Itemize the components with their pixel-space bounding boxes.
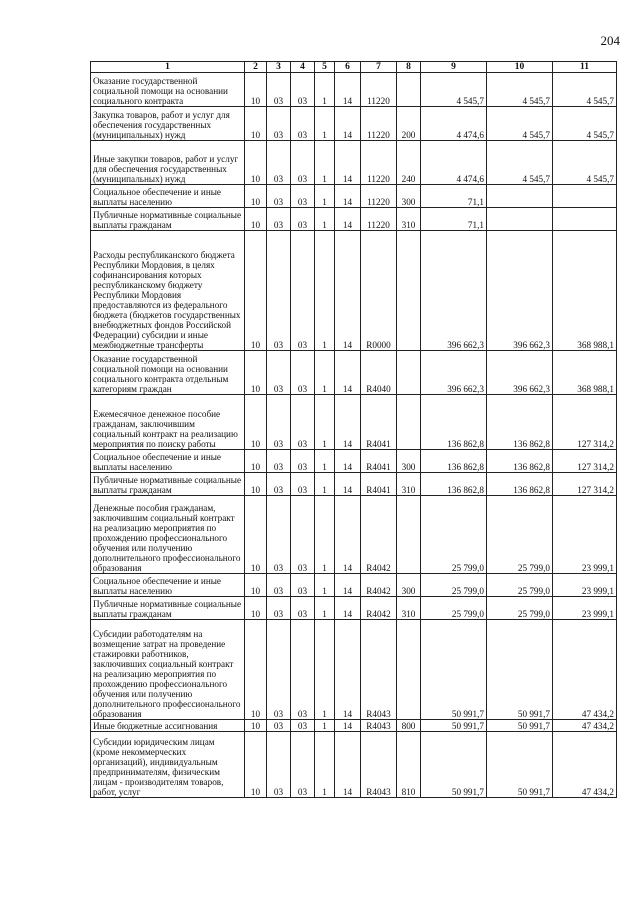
expense-type-code: 310	[397, 473, 421, 496]
column-header-6: 6	[335, 62, 361, 73]
column-header-9: 9	[421, 62, 487, 73]
program-code: 03	[291, 73, 315, 107]
row-name: Денежные пособия гражданам, заключившим социальный контракт на реализацию мероприятия по прохождению профессионального обучения или получению дополнительного профессионального образования	[91, 496, 245, 574]
column-header-4: 4	[291, 62, 315, 73]
expense-type-code: 310	[397, 597, 421, 620]
amount-col-10: 25 799,0	[487, 597, 553, 620]
event-code: 14	[335, 473, 361, 496]
section-code: 10	[245, 496, 267, 574]
amount-col-10: 4 545,7	[487, 141, 553, 185]
amount-col-9: 71,1	[421, 185, 487, 208]
amount-col-11: 127 314,2	[553, 473, 617, 496]
column-header-7: 7	[361, 62, 397, 73]
expense-type-code	[397, 73, 421, 107]
expense-type-code: 240	[397, 141, 421, 185]
amount-col-10: 136 862,8	[487, 473, 553, 496]
event-code: 14	[335, 720, 361, 732]
event-code: 14	[335, 141, 361, 185]
section-code: 10	[245, 107, 267, 141]
program-code: 03	[291, 720, 315, 732]
amount-col-10: 136 862,8	[487, 395, 553, 450]
target-article-code: 11220	[361, 185, 397, 208]
amount-col-9: 25 799,0	[421, 574, 487, 597]
row-name: Социальное обеспечение и иные выплаты населению	[91, 450, 245, 473]
program-code: 03	[291, 496, 315, 574]
row-name: Публичные нормативные социальные выплаты гражданам	[91, 208, 245, 231]
program-code: 03	[291, 185, 315, 208]
section-code: 10	[245, 597, 267, 620]
table-body	[91, 73, 617, 798]
amount-col-11: 47 434,2	[553, 720, 617, 732]
table-row	[91, 107, 617, 141]
row-name: Иные закупки товаров, работ и услуг для обеспечения государственных (муниципальных) нужд	[91, 141, 245, 185]
amount-col-11: 23 999,1	[553, 597, 617, 620]
subprogram-code: 1	[315, 574, 335, 597]
table-row	[91, 450, 617, 473]
subsection-code: 03	[267, 351, 291, 395]
target-article-code: R4041	[361, 473, 397, 496]
expense-type-code	[397, 231, 421, 351]
amount-col-9: 50 991,7	[421, 732, 487, 798]
amount-col-9: 4 545,7	[421, 73, 487, 107]
amount-col-9: 25 799,0	[421, 496, 487, 574]
budget-table	[90, 61, 617, 798]
target-article-code: R0000	[361, 231, 397, 351]
amount-col-10	[487, 185, 553, 208]
target-article-code: 11220	[361, 208, 397, 231]
amount-col-9: 396 662,3	[421, 351, 487, 395]
expense-type-code	[397, 395, 421, 450]
event-code: 14	[335, 395, 361, 450]
table-row	[91, 597, 617, 620]
row-name: Социальное обеспечение и иные выплаты населению	[91, 574, 245, 597]
amount-col-10: 50 991,7	[487, 720, 553, 732]
subprogram-code: 1	[315, 473, 335, 496]
table-row	[91, 73, 617, 107]
row-name: Социальное обеспечение и иные выплаты населению	[91, 185, 245, 208]
event-code: 14	[335, 597, 361, 620]
subsection-code: 03	[267, 395, 291, 450]
row-name: Расходы республиканского бюджета Республики Мордовия, в целях софинансирования которых республиканскому бюджету Республики Мордовия предоставляются из федерального бюджета (бюджетов государственных внебюджетных фондов Российской Федерации) субсидии и иные межбюджетные трансферты	[91, 231, 245, 351]
section-code: 10	[245, 231, 267, 351]
row-name: Иные бюджетные ассигнования	[91, 720, 245, 732]
subsection-code: 03	[267, 574, 291, 597]
table-row	[91, 732, 617, 798]
program-code: 03	[291, 574, 315, 597]
event-code: 14	[335, 574, 361, 597]
event-code: 14	[335, 496, 361, 574]
expense-type-code: 800	[397, 720, 421, 732]
event-code: 14	[335, 73, 361, 107]
section-code: 10	[245, 351, 267, 395]
table-row	[91, 208, 617, 231]
section-code: 10	[245, 208, 267, 231]
target-article-code: R4040	[361, 351, 397, 395]
section-code: 10	[245, 141, 267, 185]
subsection-code: 03	[267, 720, 291, 732]
target-article-code: R4042	[361, 574, 397, 597]
section-code: 10	[245, 620, 267, 720]
table-row	[91, 473, 617, 496]
amount-col-10: 25 799,0	[487, 574, 553, 597]
target-article-code: R4041	[361, 450, 397, 473]
subsection-code: 03	[267, 496, 291, 574]
target-article-code: R4042	[361, 597, 397, 620]
program-code: 03	[291, 107, 315, 141]
target-article-code: 11220	[361, 73, 397, 107]
section-code: 10	[245, 720, 267, 732]
subprogram-code: 1	[315, 720, 335, 732]
program-code: 03	[291, 351, 315, 395]
program-code: 03	[291, 395, 315, 450]
target-article-code: R4043	[361, 732, 397, 798]
amount-col-11: 368 988,1	[553, 231, 617, 351]
column-header-5: 5	[315, 62, 335, 73]
event-code: 14	[335, 351, 361, 395]
expense-type-code: 300	[397, 185, 421, 208]
amount-col-11: 47 434,2	[553, 732, 617, 798]
subsection-code: 03	[267, 473, 291, 496]
row-name: Субсидии юридическим лицам (кроме некоммерческих организаций), индивидуальным предпринимателям, физическим лицам - производителям товаров, работ, услуг	[91, 732, 245, 798]
section-code: 10	[245, 574, 267, 597]
subsection-code: 03	[267, 597, 291, 620]
amount-col-11: 23 999,1	[553, 496, 617, 574]
table-row	[91, 141, 617, 185]
table-row	[91, 496, 617, 574]
amount-col-11: 4 545,7	[553, 107, 617, 141]
column-header-3: 3	[267, 62, 291, 73]
amount-col-10: 4 545,7	[487, 107, 553, 141]
expense-type-code	[397, 351, 421, 395]
row-name: Закупка товаров, работ и услуг для обеспечения государственных (муниципальных) нужд	[91, 107, 245, 141]
amount-col-9: 71,1	[421, 208, 487, 231]
amount-col-9: 396 662,3	[421, 231, 487, 351]
target-article-code: R4043	[361, 720, 397, 732]
program-code: 03	[291, 732, 315, 798]
program-code: 03	[291, 473, 315, 496]
target-article-code: R4043	[361, 620, 397, 720]
expense-type-code: 200	[397, 107, 421, 141]
amount-col-10: 4 545,7	[487, 73, 553, 107]
column-header-8: 8	[397, 62, 421, 73]
event-code: 14	[335, 185, 361, 208]
subprogram-code: 1	[315, 732, 335, 798]
table-row	[91, 720, 617, 732]
amount-col-11: 127 314,2	[553, 450, 617, 473]
subprogram-code: 1	[315, 231, 335, 351]
row-name: Публичные нормативные социальные выплаты гражданам	[91, 597, 245, 620]
table-row	[91, 351, 617, 395]
program-code: 03	[291, 231, 315, 351]
column-header-2: 2	[245, 62, 267, 73]
row-name: Оказание государственной социальной помощи на основании социального контракта отдельным категориям граждан	[91, 351, 245, 395]
amount-col-11: 23 999,1	[553, 574, 617, 597]
program-code: 03	[291, 620, 315, 720]
amount-col-10: 396 662,3	[487, 351, 553, 395]
table-row	[91, 395, 617, 450]
section-code: 10	[245, 185, 267, 208]
amount-col-10: 50 991,7	[487, 732, 553, 798]
event-code: 14	[335, 450, 361, 473]
amount-col-11: 4 545,7	[553, 141, 617, 185]
amount-col-9: 136 862,8	[421, 450, 487, 473]
expense-type-code: 310	[397, 208, 421, 231]
event-code: 14	[335, 107, 361, 141]
amount-col-10	[487, 208, 553, 231]
subsection-code: 03	[267, 73, 291, 107]
event-code: 14	[335, 732, 361, 798]
section-code: 10	[245, 73, 267, 107]
column-header-11: 11	[553, 62, 617, 73]
subsection-code: 03	[267, 141, 291, 185]
subsection-code: 03	[267, 231, 291, 351]
table-row	[91, 231, 617, 351]
subprogram-code: 1	[315, 141, 335, 185]
target-article-code: 11220	[361, 107, 397, 141]
subprogram-code: 1	[315, 73, 335, 107]
subprogram-code: 1	[315, 107, 335, 141]
subprogram-code: 1	[315, 185, 335, 208]
event-code: 14	[335, 208, 361, 231]
table-row	[91, 185, 617, 208]
subsection-code: 03	[267, 208, 291, 231]
target-article-code: R4042	[361, 496, 397, 574]
program-code: 03	[291, 597, 315, 620]
section-code: 10	[245, 473, 267, 496]
amount-col-9: 4 474,6	[421, 107, 487, 141]
event-code: 14	[335, 620, 361, 720]
amount-col-11: 368 988,1	[553, 351, 617, 395]
amount-col-10: 396 662,3	[487, 231, 553, 351]
expense-type-code	[397, 620, 421, 720]
amount-col-9: 25 799,0	[421, 597, 487, 620]
subprogram-code: 1	[315, 395, 335, 450]
table-row	[91, 574, 617, 597]
amount-col-11: 4 545,7	[553, 73, 617, 107]
section-code: 10	[245, 395, 267, 450]
program-code: 03	[291, 450, 315, 473]
expense-type-code	[397, 496, 421, 574]
program-code: 03	[291, 208, 315, 231]
subsection-code: 03	[267, 620, 291, 720]
row-name: Оказание государственной социальной помощи на основании социального контракта	[91, 73, 245, 107]
expense-type-code: 300	[397, 450, 421, 473]
subprogram-code: 1	[315, 208, 335, 231]
amount-col-9: 50 991,7	[421, 720, 487, 732]
expense-type-code: 300	[397, 574, 421, 597]
page-number: 204	[600, 33, 620, 48]
subsection-code: 03	[267, 185, 291, 208]
program-code: 03	[291, 141, 315, 185]
amount-col-10: 50 991,7	[487, 620, 553, 720]
subprogram-code: 1	[315, 620, 335, 720]
subsection-code: 03	[267, 732, 291, 798]
subprogram-code: 1	[315, 496, 335, 574]
amount-col-11: 127 314,2	[553, 395, 617, 450]
header-row	[91, 62, 617, 73]
row-name: Ежемесячное денежное пособие гражданам, заключившим социальный контракт на реализацию мероприятия по поиску работы	[91, 395, 245, 450]
table-row	[91, 620, 617, 720]
subprogram-code: 1	[315, 450, 335, 473]
row-name: Субсидии работодателям на возмещение затрат на проведение стажировки работников, заключивших социальный контракт на реализацию мероприятия по прохождению профессионального обучения или получению дополнительного профессионального образования	[91, 620, 245, 720]
section-code: 10	[245, 732, 267, 798]
column-header-10: 10	[487, 62, 553, 73]
subsection-code: 03	[267, 107, 291, 141]
event-code: 14	[335, 231, 361, 351]
amount-col-9: 136 862,8	[421, 395, 487, 450]
target-article-code: 11220	[361, 141, 397, 185]
amount-col-9: 136 862,8	[421, 473, 487, 496]
amount-col-11: 47 434,2	[553, 620, 617, 720]
amount-col-9: 4 474,6	[421, 141, 487, 185]
amount-col-11	[553, 208, 617, 231]
subsection-code: 03	[267, 450, 291, 473]
amount-col-9: 50 991,7	[421, 620, 487, 720]
amount-col-10: 25 799,0	[487, 496, 553, 574]
amount-col-10: 136 862,8	[487, 450, 553, 473]
column-header-1: 1	[91, 62, 245, 73]
subprogram-code: 1	[315, 351, 335, 395]
target-article-code: R4041	[361, 395, 397, 450]
subprogram-code: 1	[315, 597, 335, 620]
amount-col-11	[553, 185, 617, 208]
row-name: Публичные нормативные социальные выплаты гражданам	[91, 473, 245, 496]
expense-type-code: 810	[397, 732, 421, 798]
section-code: 10	[245, 450, 267, 473]
